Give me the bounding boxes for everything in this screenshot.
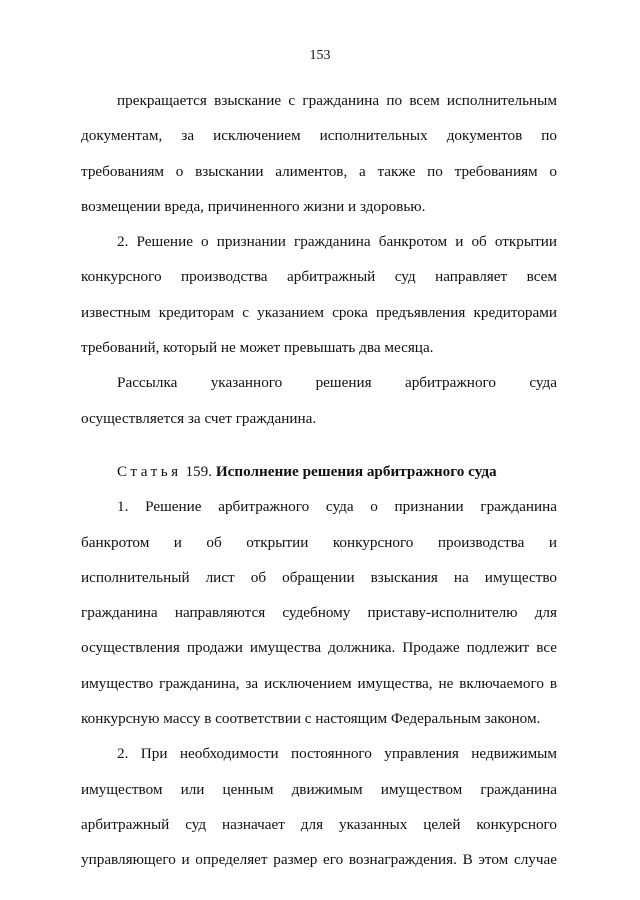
article-title: Исполнение решения арбитражного суда [215,462,497,480]
text-line: конкурсную массу в соответствии с настоящим Федеральным законом. [81,710,541,728]
text-line: требований, который не может превышать два месяца. [81,339,434,357]
text-line: 1. Решение арбитражного суда о признании гражданина [117,498,557,516]
text-line: осуществления продажи имущества должника. Продаже подлежит все [81,639,557,657]
text-line: исполнительный лист об обращении взыскания на имущество [81,568,557,586]
text-line: Рассылка указанного решения арбитражного суда [117,374,557,392]
page-number: 153 [309,48,331,63]
text-line: известным кредиторам с указанием срока предъявления кредиторами [81,303,557,321]
article-word: Статья [117,462,182,480]
text-line: гражданина направляются судебному приставу-исполнителю для [81,604,557,622]
text-line: осуществляется за счет гражданина. [81,409,317,427]
document-body [81,83,557,878]
article-heading [81,454,557,489]
text-line: прекращается взыскание с гражданина по всем исполнительным [117,92,557,109]
article-number: 159. [185,462,213,480]
text-line: имуществом или ценным движимым имуществом гражданина [81,780,557,798]
text-line: возмещении вреда, причиненного жизни и здоровью. [81,197,426,215]
text-line: 2. При необходимости постоянного управления недвижимым [117,745,557,763]
text-line: управляющего и определяет размер его вознаграждения. В этом случае [81,851,557,869]
text-line: арбитражный суд назначает для указанных целей конкурсного [81,815,557,833]
text-line: банкротом и об открытии конкурсного производства и [81,533,557,551]
text-line: документам, за исключением исполнительных документов по [81,127,557,145]
spacer [81,436,557,454]
text-line: конкурсного производства арбитражный суд направляет всем [81,268,557,286]
text-line: 2. Решение о признании гражданина банкротом и об открытии [117,233,557,251]
text-line: требованиям о взыскании алиментов, а также по требованиям о [81,162,557,180]
text-line: имущество гражданина, за исключением имущества, не включаемого в [81,674,557,692]
